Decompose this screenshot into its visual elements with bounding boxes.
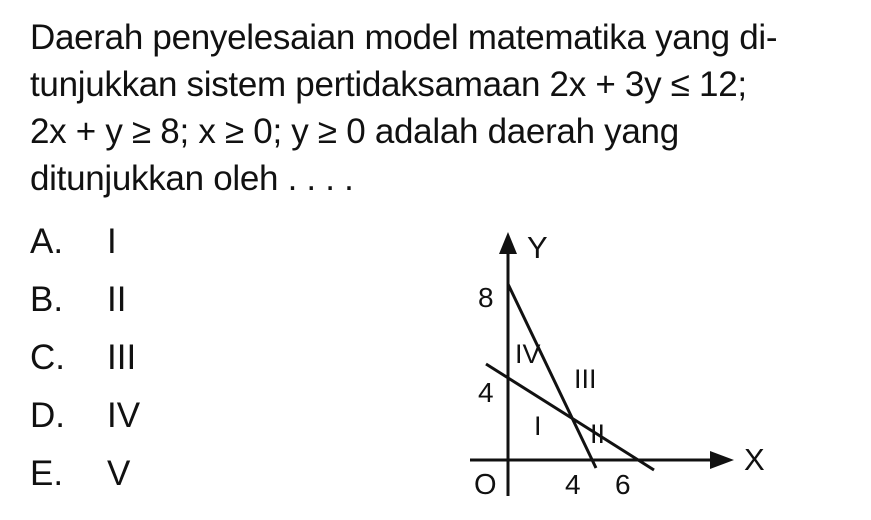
x-axis-label: X: [744, 442, 765, 477]
option-value: II: [107, 280, 127, 319]
region-label-i: I: [534, 411, 542, 441]
option-value: V: [107, 454, 131, 493]
origin-label: O: [474, 469, 497, 501]
question-line: ditunjukkan oleh . . . .: [30, 159, 354, 198]
option-value: IV: [107, 396, 141, 435]
option-letter: B.: [30, 280, 64, 319]
question-line: Daerah penyelesaian model matematika yang di-: [30, 18, 778, 57]
y-tick-4: 4: [478, 377, 494, 408]
y-axis-label: Y: [527, 230, 548, 265]
question-line: tunjukkan sistem pertidaksamaan 2x + 3y ≤ 12;: [30, 65, 747, 104]
region-label-iii: III: [574, 364, 597, 394]
option-letter: E.: [30, 454, 64, 493]
x-tick-6: 6: [615, 469, 631, 500]
option-value: III: [107, 338, 137, 377]
option-letter: D.: [30, 396, 65, 435]
y-tick-8: 8: [478, 282, 494, 313]
option-value: I: [107, 222, 117, 261]
question-line: 2x + y ≥ 8; x ≥ 0; y ≥ 0 adalah daerah yang: [30, 112, 679, 151]
region-label-ii: II: [590, 419, 606, 449]
x-tick-4: 4: [565, 469, 581, 500]
y-axis-arrow-icon: [499, 232, 517, 254]
line-2x-plus-3y-12: [486, 364, 654, 470]
region-label-iv: IV: [515, 339, 541, 369]
option-letter: A.: [30, 222, 64, 261]
x-axis-arrow-icon: [710, 451, 734, 469]
option-letter: C.: [30, 338, 65, 377]
